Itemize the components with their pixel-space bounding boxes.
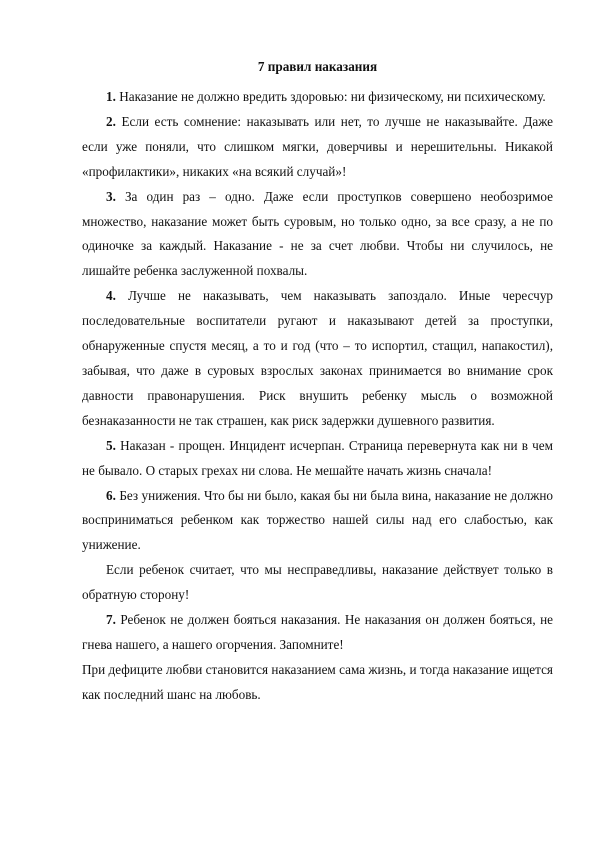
rule-number: 6. xyxy=(106,487,116,503)
rule-1 xyxy=(82,85,553,110)
rule-number: 2. xyxy=(106,113,116,129)
rule-text: Если есть сомнение: наказывать или нет, то лучше не наказывайте. Даже если уже поняли, что слишком мягки, доверчивы и нерешительны. Никакой «профилактики», никаких «на всякий случай»! xyxy=(82,113,553,179)
rule-text: Наказание не должно вредить здоровью: ни физическому, ни психическому. xyxy=(119,89,546,104)
rule-text: Лучше не наказывать, чем наказывать запоздало. Иные чересчур последовательные воспитатели ругают и наказывают детей за проступки, обнаруженные спустя месяц, а то и год (что – то испортил, стащил, напакостил), забывая, что даже в суровых взрослых законах принимается во внимание срок давности правонарушения. Риск внушить ребенку мысль о возможной безнаказанности не так страшен, как риск задержки душевного развития. xyxy=(82,288,554,428)
rule-number: 1. xyxy=(106,89,116,104)
rule-text: За один раз – одно. Даже если проступков совершено необозримое множество, наказание может быть суровым, но только одно, за все сразу, а не по одиночке за каждый. Наказание - не за счет любви. Чтобы ни случилось, не лишайте ребенка заслуженной похвалы. xyxy=(82,188,553,279)
rule-6 xyxy=(82,484,553,559)
rule-6-note: Если ребенок считает, что мы несправедливы, наказание действует только в обратную сторону! xyxy=(82,562,553,603)
document-title: 7 правил наказания xyxy=(257,59,378,74)
rule-7 xyxy=(82,608,553,658)
rule-2 xyxy=(82,110,553,185)
rule-3 xyxy=(82,185,553,285)
rule-text: Ребенок не должен бояться наказания. Не наказания он должен бояться, не гнева нашего, а нашего огорчения. Запомните! xyxy=(82,612,554,652)
rule-number: 4. xyxy=(106,288,116,304)
closing-paragraph: При дефиците любви становится наказанием сама жизнь, и тогда наказание ищется как последний шанс на любовь. xyxy=(82,661,553,702)
rule-5 xyxy=(82,434,553,484)
rule-text: Наказан - прощен. Инцидент исчерпан. Страница перевернута как ни в чем не бывало. О старых грехах ни слова. Не мешайте начать жизнь сначала! xyxy=(82,437,554,478)
rule-text: Без унижения. Что бы ни было, какая бы ни была вина, наказание не должно восприниматься ребенком как торжество нашей силы над его слабостью, как унижение. xyxy=(82,487,553,553)
document-body xyxy=(82,55,553,708)
rule-4 xyxy=(82,284,553,433)
rule-number: 3. xyxy=(106,188,116,204)
rule-number: 7. xyxy=(106,612,116,628)
rule-number: 5. xyxy=(106,437,116,453)
